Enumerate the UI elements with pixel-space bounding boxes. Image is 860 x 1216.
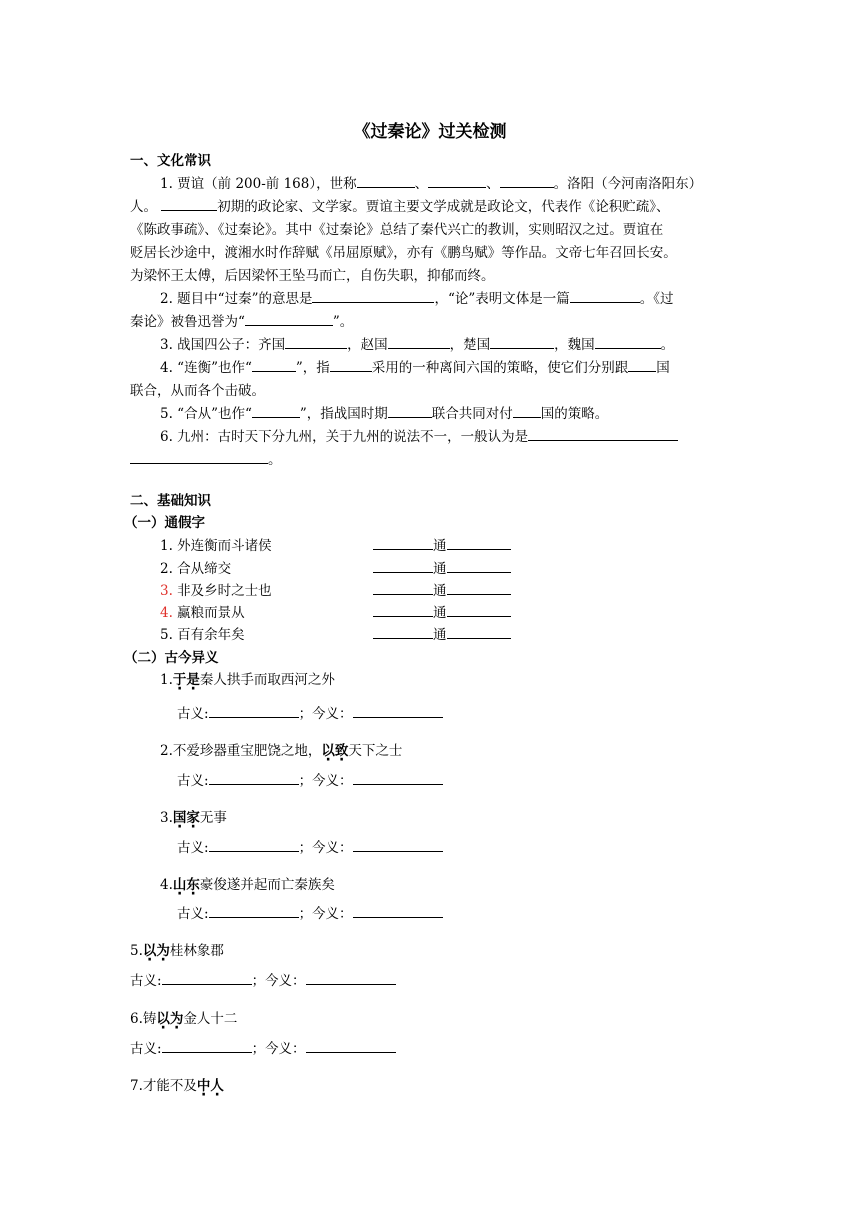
q3-text: 3. 战国四公子：齐国 [160,337,286,353]
q5-line [160,403,608,425]
gujin-answer-line [177,703,443,725]
sentence-text: 不爱珍器重宝肥饶之地， [172,743,322,759]
subheading-tongjiazi: （一）通假字 [124,515,205,531]
tongjia-answer [373,535,511,557]
blank[interactable] [570,288,640,303]
item-number: 4. [160,877,173,893]
q4-line2: 联合，从而各个击破。 [130,383,265,399]
q6-line2 [130,449,282,471]
sentence-text: 金人十二 [183,1011,238,1027]
blank[interactable] [490,334,554,349]
blank[interactable] [373,602,433,617]
blank[interactable] [447,624,511,639]
blank[interactable] [252,403,300,418]
keyword-char: 中 [196,1078,211,1094]
tong-label: 通 [433,627,447,643]
q6-text-b: 。 [268,452,282,468]
q2-text-e: ”。 [332,314,354,330]
blank[interactable] [209,837,299,852]
gu-label: 古义: [130,1041,162,1057]
q1-text-c: 人。 [130,199,157,215]
gujin-answer-line [177,903,443,925]
blank[interactable] [373,624,433,639]
q4-text-a: 4. “连衡”也作“ [160,360,252,376]
q1-text-b: 。洛阳（今河南洛阳东） [553,176,703,192]
q3-line [160,334,674,356]
blank[interactable] [330,357,372,372]
item-number: 7. [130,1078,143,1094]
blank[interactable] [595,334,661,349]
keyword-char: 山 [172,877,187,893]
jin-label: ；今义： [298,706,353,722]
q1-line2 [130,196,670,218]
q6-text-a: 6. 九州：古时天下分九州，关于九州的说法不一，一般认为是 [160,429,529,445]
gujin-answer-line [130,970,396,992]
item-number: 3. [160,810,173,826]
blank[interactable] [353,903,443,918]
jin-label: ；今义： [298,840,353,856]
q2-text-b: ，“论”表明文体是一篇 [434,291,570,307]
tongjia-text: 合从缔交 [177,561,232,577]
keyword-char: 国 [172,810,187,826]
blank[interactable] [161,196,217,211]
document-title: 《过秦论》过关检测 [353,122,507,142]
blank[interactable] [447,535,511,550]
sentence-text: 无事 [199,810,227,826]
item-number: 3. [160,583,178,599]
tongjia-row [160,535,272,557]
q2-line1 [160,288,674,310]
q4-text-d: 国 [656,360,670,376]
gu-label: 古义: [177,706,209,722]
blank[interactable] [528,426,678,441]
jin-label: ；今义： [251,1041,306,1057]
gujin-question [160,669,335,691]
blank[interactable] [162,970,252,985]
blank[interactable] [428,173,486,188]
gu-label: 古义: [177,773,209,789]
q3-text-c: ，楚国 [449,337,491,353]
q3-text-e: 。 [660,337,675,353]
item-number: 5. [130,943,143,959]
tong-label: 通 [433,583,447,599]
gujin-answer-line [177,837,443,859]
q1-text-d: 初期的政论家、文学家。贾谊主要文学成就是政论文，代表作《论积贮疏》、 [217,199,670,215]
item-number: 5. [160,627,178,643]
keyword-char: 东 [186,877,200,893]
tong-label: 通 [433,605,447,621]
q2-line2 [130,311,353,333]
blank[interactable] [388,334,450,349]
q1-line3: 《陈政事疏》、《过秦论》。其中《过秦论》总结了秦代兴亡的教训，实则昭汉之过。贾谊在 [130,222,664,238]
gujin-answer-line [177,770,443,792]
blank[interactable] [209,903,299,918]
item-number: 1. [160,538,178,554]
blank[interactable] [306,1038,396,1053]
gu-label: 古义: [177,906,209,922]
blank[interactable] [130,449,268,464]
item-number: 6. [130,1011,143,1027]
q5-text-d: 国的策略。 [540,406,609,422]
q4-text-c: 采用的一种离间六国的策略，使它们分别跟 [371,360,629,376]
blank[interactable] [373,535,433,550]
tongjia-text: 外连衡而斗诸侯 [177,538,272,554]
section-heading-culture: 一、文化常识 [130,153,211,169]
tongjia-answer [373,602,511,624]
q4-text-b: ”，指 [295,360,330,376]
q6-line1 [160,426,678,448]
blank[interactable] [447,558,511,573]
q3-text-b: ，赵国 [347,337,388,353]
blank[interactable] [388,403,432,418]
tong-label: 通 [433,561,447,577]
gujin-question [160,807,227,829]
gu-label: 古义: [130,973,162,989]
jin-label: ；今义： [251,973,306,989]
blank[interactable] [209,703,299,718]
item-number: 2. [160,561,178,577]
gujin-question [130,1075,224,1097]
sentence-text: 秦人拱手而取西河之外 [199,672,335,688]
q1-text-a: 1. 贾谊（前 200-前 168），世称 [160,176,357,192]
blank[interactable] [373,580,433,595]
blank[interactable] [373,558,433,573]
gujin-question [130,1008,237,1030]
blank[interactable] [245,311,333,326]
sentence-text: 才能不及 [142,1078,197,1094]
blank[interactable] [353,703,443,718]
gujin-question [160,740,402,762]
blank[interactable] [353,837,443,852]
blank[interactable] [628,357,656,372]
keyword-char: 家 [186,810,200,826]
q2-text-d: 秦论》被鲁迅誉为“ [130,314,245,330]
sentence-text: 天下之士 [348,743,403,759]
gu-label: 古义: [177,840,209,856]
keyword-char: 致 [334,743,349,759]
blank[interactable] [357,173,415,188]
q5-text-c: 联合共同对付 [431,406,513,422]
tongjia-answer [373,580,511,602]
blank[interactable] [312,288,434,303]
tongjia-row [160,580,272,602]
jin-label: ；今义： [298,773,353,789]
subheading-gujinyiyi: （二）古今异义 [124,650,219,666]
keyword-char: 为 [156,943,170,959]
blank[interactable] [513,403,541,418]
tongjia-text: 百有余年矣 [177,627,245,643]
tongjia-text: 非及乡时之士也 [177,583,272,599]
keyword-char: 人 [210,1078,224,1094]
blank[interactable] [252,357,296,372]
blank[interactable] [162,1038,252,1053]
tongjia-row [160,624,245,646]
q2-text-a: 2. 题目中“过秦”的意思是 [160,291,313,307]
keyword-char: 为 [169,1011,184,1027]
gujin-question [160,874,335,896]
keyword-char: 是 [186,672,200,688]
item-number: 4. [160,605,178,621]
blank[interactable] [447,602,511,617]
section-heading-basics: 二、基础知识 [130,493,211,509]
q4-line1 [160,357,670,379]
q5-text-a: 5. “合从”也作“ [160,406,252,422]
blank[interactable] [447,580,511,595]
tongjia-answer [373,558,511,580]
sentence-text: 桂林象郡 [169,943,224,959]
sentence-text: 豪俊遂并起而亡秦族矣 [199,877,335,893]
tong-label: 通 [433,538,447,554]
blank[interactable] [353,770,443,785]
tongjia-row [160,558,231,580]
keyword-char: 以 [321,743,335,759]
q5-text-b: ”，指战国时期 [299,406,388,422]
tongjia-answer [373,624,511,646]
q1-line5: 为梁怀王太傅，后因梁怀王坠马而亡，自伤失职，抑郁而终。 [130,268,495,284]
keyword-char: 以 [156,1011,170,1027]
blank[interactable] [285,334,347,349]
blank[interactable] [209,770,299,785]
tongjia-row [160,602,245,624]
keyword-char: 以 [142,943,157,959]
blank[interactable] [306,970,396,985]
q1-line4: 贬居长沙途中，渡湘水时作辞赋《吊屈原赋》，亦有《鹏鸟赋》等作品。文帝七年召回长安。 [130,245,677,261]
q3-text-d: ，魏国 [554,337,595,353]
q1-line1: 1. 贾谊（前 200-前 168），世称 、 、 。洛阳（今河南洛阳东） [160,173,702,195]
keyword-char: 于 [172,672,187,688]
blank[interactable] [500,173,554,188]
item-number: 1. [160,672,173,688]
gujin-question [130,940,224,962]
sentence-text: 铸 [142,1011,157,1027]
q2-text-c: 。《过 [639,291,674,307]
item-number: 2. [160,743,173,759]
gujin-answer-line [130,1038,396,1060]
tongjia-text: 赢粮而景从 [177,605,245,621]
jin-label: ；今义： [298,906,353,922]
